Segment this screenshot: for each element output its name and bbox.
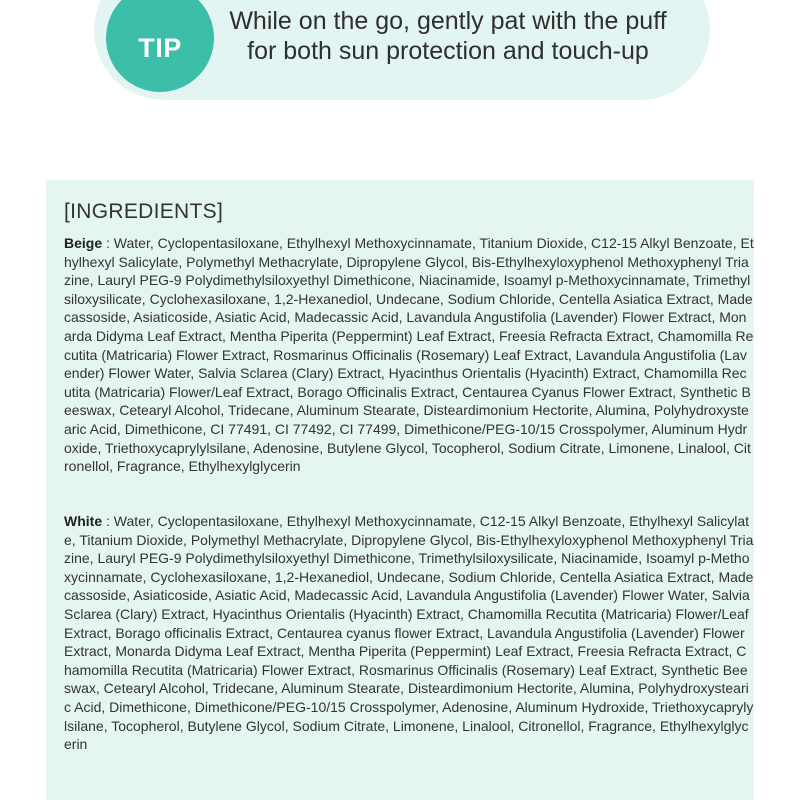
shade-name-white: White bbox=[64, 513, 103, 529]
tip-line-1: While on the go, gently pat with the puff bbox=[229, 7, 667, 35]
shade-name-beige: Beige bbox=[64, 235, 103, 251]
ingredients-beige bbox=[64, 234, 754, 476]
ingredients-white bbox=[64, 512, 754, 754]
tip-badge-label: TIP bbox=[138, 32, 182, 63]
ingredients-heading: [INGREDIENTS] bbox=[64, 200, 224, 223]
separator-white: : bbox=[102, 513, 114, 529]
separator-beige: : bbox=[102, 235, 114, 251]
tip-text bbox=[218, 6, 678, 66]
ingredient-list-beige: Water, Cyclopentasiloxane, Ethylhexyl Methoxycinnamate, Titanium Dioxide, C12-15 Alkyl Benzoate, Ethylhexyl Salicylate, Polymethyl Methacrylate, Dipropylene Glycol, Bis-Ethylhexyloxyphenol Methoxyphenyl Triazine, Lauryl PEG-9 Polydimethylsiloxyethyl Dimethicone, Niacinamide, Isoamyl p-Methoxycinnamate, Trimethylsiloxysilicate, Cyclohexasiloxane, 1,2-Hexanediol, Undecane, Sodium Chloride, Centella Asiatica Extract, Madecassoside, Asiaticoside, Asiatic Acid, Madecassic Acid, Lavandula Angustifolia (Lavender) Flower Extract, Monarda Didyma Leaf Extract, Mentha Piperita (Peppermint) Leaf Extract, Freesia Refracta Extract, Chamomilla Recutita (Matricaria) Flower Extract, Rosmarinus Officinalis (Rosemary) Leaf Extract, Lavandula Angustifolia (Lavender) Flower Water, Salvia Sclarea (Clary) Extract, Hyacinthus Orientalis (Hyacinth) Extract, Chamomilla Recutita (Matricaria) Flower/Leaf Extract, Borago Officinalis Extract, Centaurea Cyanus Flower Extract, Synthetic Beeswax, Cetearyl Alcohol, Tridecane, Aluminum Stearate, Disteardimonium Hectorite, Alumina, Polyhydroxystearic Acid, Dimethicone, CI 77491, CI 77492, CI 77499, Dimethicone/PEG-10/15 Crosspolymer, Aluminum Hydroxide, Triethoxycaprylylsilane, Adenosine, Butylene Glycol, Tocopherol, Sodium Citrate, Limonene, Linalool, Citronellol, Fragrance, Ethylhexylglycerin bbox=[64, 235, 754, 475]
tip-line-2: for both sun protection and touch-up bbox=[247, 37, 649, 65]
ingredients-panel bbox=[46, 180, 754, 800]
ingredient-list-white: Water, Cyclopentasiloxane, Ethylhexyl Methoxycinnamate, C12-15 Alkyl Benzoate, Ethylhexyl Salicylate, Titanium Dioxide, Polymethyl Methacrylate, Dipropylene Glycol, Bis-Ethylhexyloxyphenol Methoxyphenyl Triazine, Lauryl PEG-9 Polydimethylsiloxyethyl Dimethicone, Trimethylsiloxysilicate, Niacinamide, Isoamyl p-Methoxycinnamate, Cyclohexasiloxane, 1,2-Hexanediol, Undecane, Sodium Chloride, Centella Asiatica Extract, Madecassoside, Asiaticoside, Asiatic Acid, Madecassic Acid, Lavandula Angustifolia (Lavender) Flower Water, Salvia Sclarea (Clary) Extract, Hyacinthus Orientalis (Hyacinth) Extract, Chamomilla Recutita (Matricaria) Flower/Leaf Extract, Borago officinalis Extract, Centaurea cyanus flower Extract, Lavandula Angustifolia (Lavender) Flower Extract, Monarda Didyma Leaf Extract, Mentha Piperita (Peppermint) Leaf Extract, Freesia Refracta Extract, Chamomilla Recutita (Matricaria) Flower Extract, Rosmarinus Officinalis (Rosemary) Leaf Extract, Synthetic Beeswax, Cetearyl Alcohol, Tridecane, Aluminum Stearate, Disteardimonium Hectorite, Alumina, Polyhydroxystearic Acid, Dimethicone, Dimethicone/PEG-10/15 Crosspolymer, Adenosine, Aluminum Hydroxide, Triethoxycaprylylsilane, Tocopherol, Butylene Glycol, Sodium Citrate, Limonene, Linalool, Citronellol, Fragrance, Ethylhexylglycerin bbox=[64, 513, 754, 753]
